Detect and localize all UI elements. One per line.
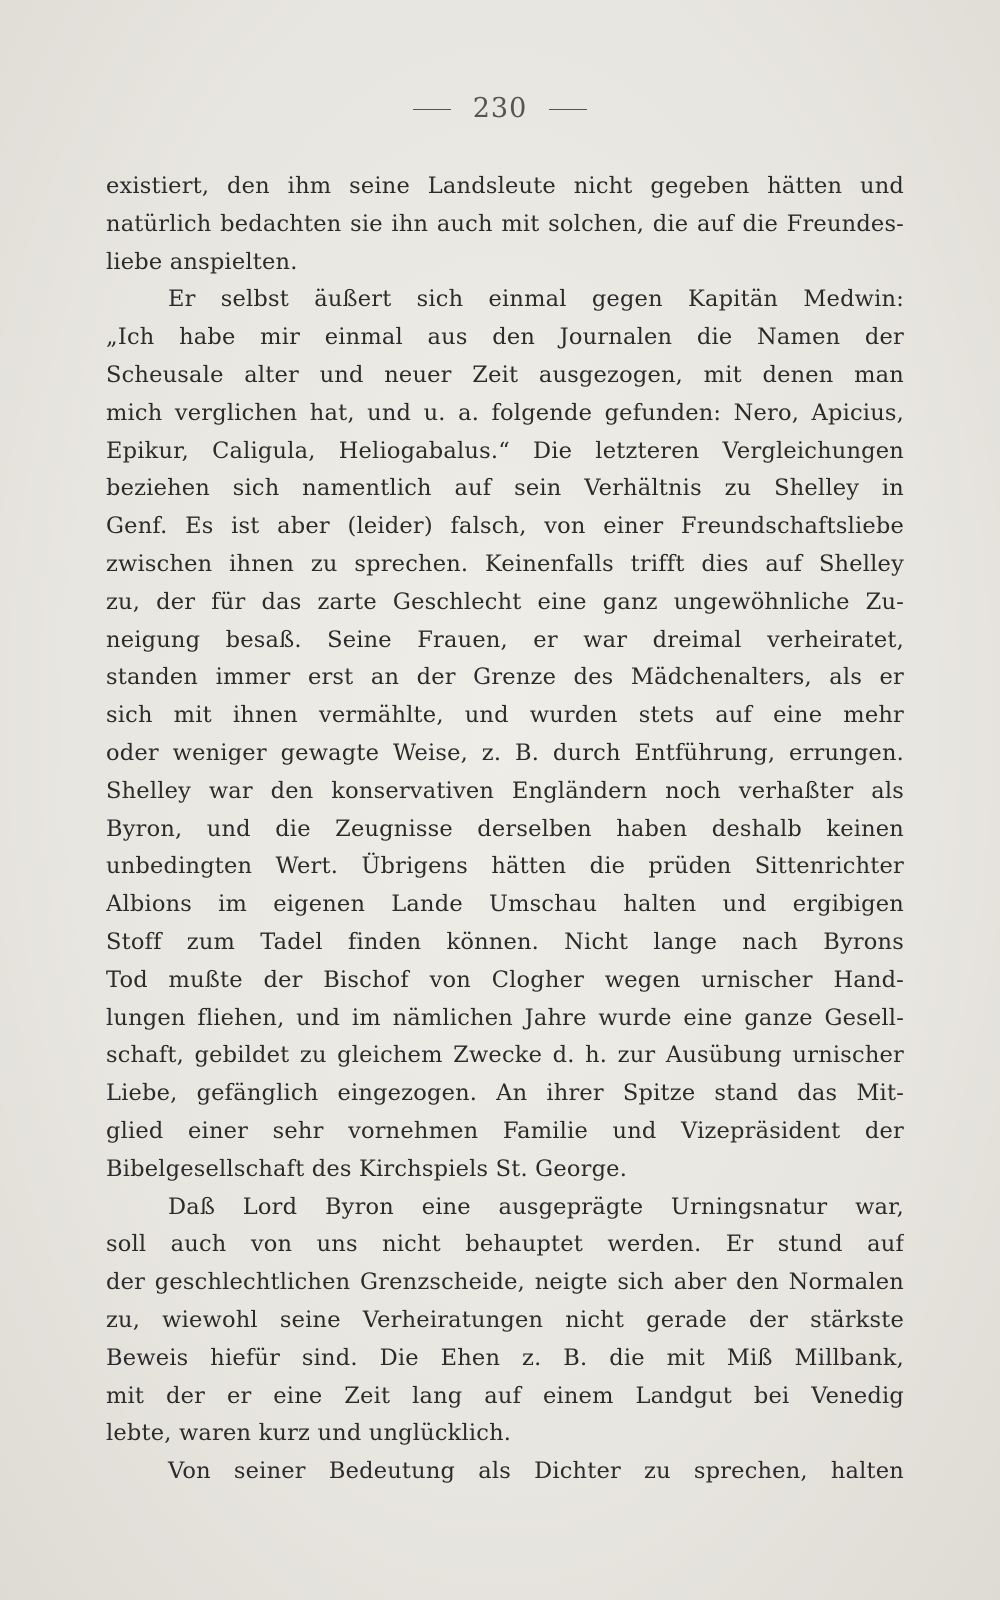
text-line: existiert, den ihm seine Landsleute nicht gegeben hätten und [106,173,904,199]
text-line: Epikur, Caligula, Heliogabalus.“ Die letzteren Vergleichungen [106,437,904,464]
text-line: Von seiner Bedeutung als Dichter zu sprechen, halten [168,1458,904,1485]
text-line: standen immer erst an der Grenze des Mädchenalters, als er [106,664,904,691]
text-line: Shelley war den konservativen Engländern noch verhaßter als [106,777,904,804]
body-text [106,168,904,1491]
text-line: zwischen ihnen zu sprechen. Keinenfalls trifft dies auf Shelley [106,550,904,577]
text-line: Er selbst äußert sich einmal gegen Kapitän Medwin: [168,286,904,313]
text-line: liebe anspielten. [106,248,298,275]
text-line: glied einer sehr vornehmen Familie und Vizepräsident der [106,1117,904,1144]
text-line: zu, wiewohl seine Verheiratungen nicht gerade der stärkste [106,1306,904,1333]
text-line: sich mit ihnen vermählte, und wurden stets auf eine mehr [106,702,904,729]
text-line: natürlich bedachten sie ihn auch mit solchen, die auf die Freundes- [106,210,904,237]
text-line: lungen fliehen, und im nämlichen Jahre wurde eine ganze Gesell- [106,1004,904,1031]
text-line: Daß Lord Byron eine ausgeprägte Urningsnatur war, [168,1193,904,1220]
text-line: schaft, gebildet zu gleichem Zwecke d. h. zur Ausübung urnischer [106,1042,904,1069]
text-line: Stoff zum Tadel finden können. Nicht lange nach Byrons [106,928,904,955]
header-dash-left [413,109,451,110]
page-number: 230 [472,93,528,124]
text-line: unbedingten Wert. Übrigens hätten die prüden Sittenrichter [106,853,904,880]
text-line: Bibelgesellschaft des Kirchspiels St. George. [106,1155,628,1182]
text-line: beziehen sich namentlich auf sein Verhältnis zu Shelley in [106,475,904,502]
text-line: „Ich habe mir einmal aus den Journalen die Namen der [106,324,904,351]
text-line: soll auch von uns nicht behauptet werden. Er stund auf [106,1231,904,1258]
text-line: Byron, und die Zeugnisse derselben haben deshalb keinen [106,815,904,842]
text-line: Beweis hiefür sind. Die Ehen z. B. die mit Miß Millbank, [106,1344,904,1371]
text-line: mit der er eine Zeit lang auf einem Landgut bei Venedig [106,1382,904,1409]
text-line: Liebe, gefänglich eingezogen. An ihrer Spitze stand das Mit- [106,1080,904,1107]
text-line: neigung besaß. Seine Frauen, er war dreimal verheiratet, [106,626,904,653]
text-line: Tod mußte der Bischof von Clogher wegen urnischer Hand- [106,966,904,993]
text-line: Genf. Es ist aber (leider) falsch, von einer Freundschaftsliebe [106,513,904,540]
text-line: Scheusale alter und neuer Zeit ausgezogen, mit denen man [106,361,904,388]
text-line: Albions im eigenen Lande Umschau halten und ergibigen [106,891,904,918]
text-line: zu, der für das zarte Geschlecht eine ganz ungewöhnliche Zu- [106,588,904,615]
text-line: oder weniger gewagte Weise, z. B. durch Entführung, errungen. [106,739,904,766]
text-line: der geschlechtlichen Grenzscheide, neigte sich aber den Normalen [106,1269,904,1296]
header-dash-right [549,109,587,110]
text-line: mich verglichen hat, und u. a. folgende gefunden: Nero, Apicius, [106,399,904,426]
page-number-header [0,93,1000,124]
text-line: lebte, waren kurz und unglücklich. [106,1420,512,1447]
